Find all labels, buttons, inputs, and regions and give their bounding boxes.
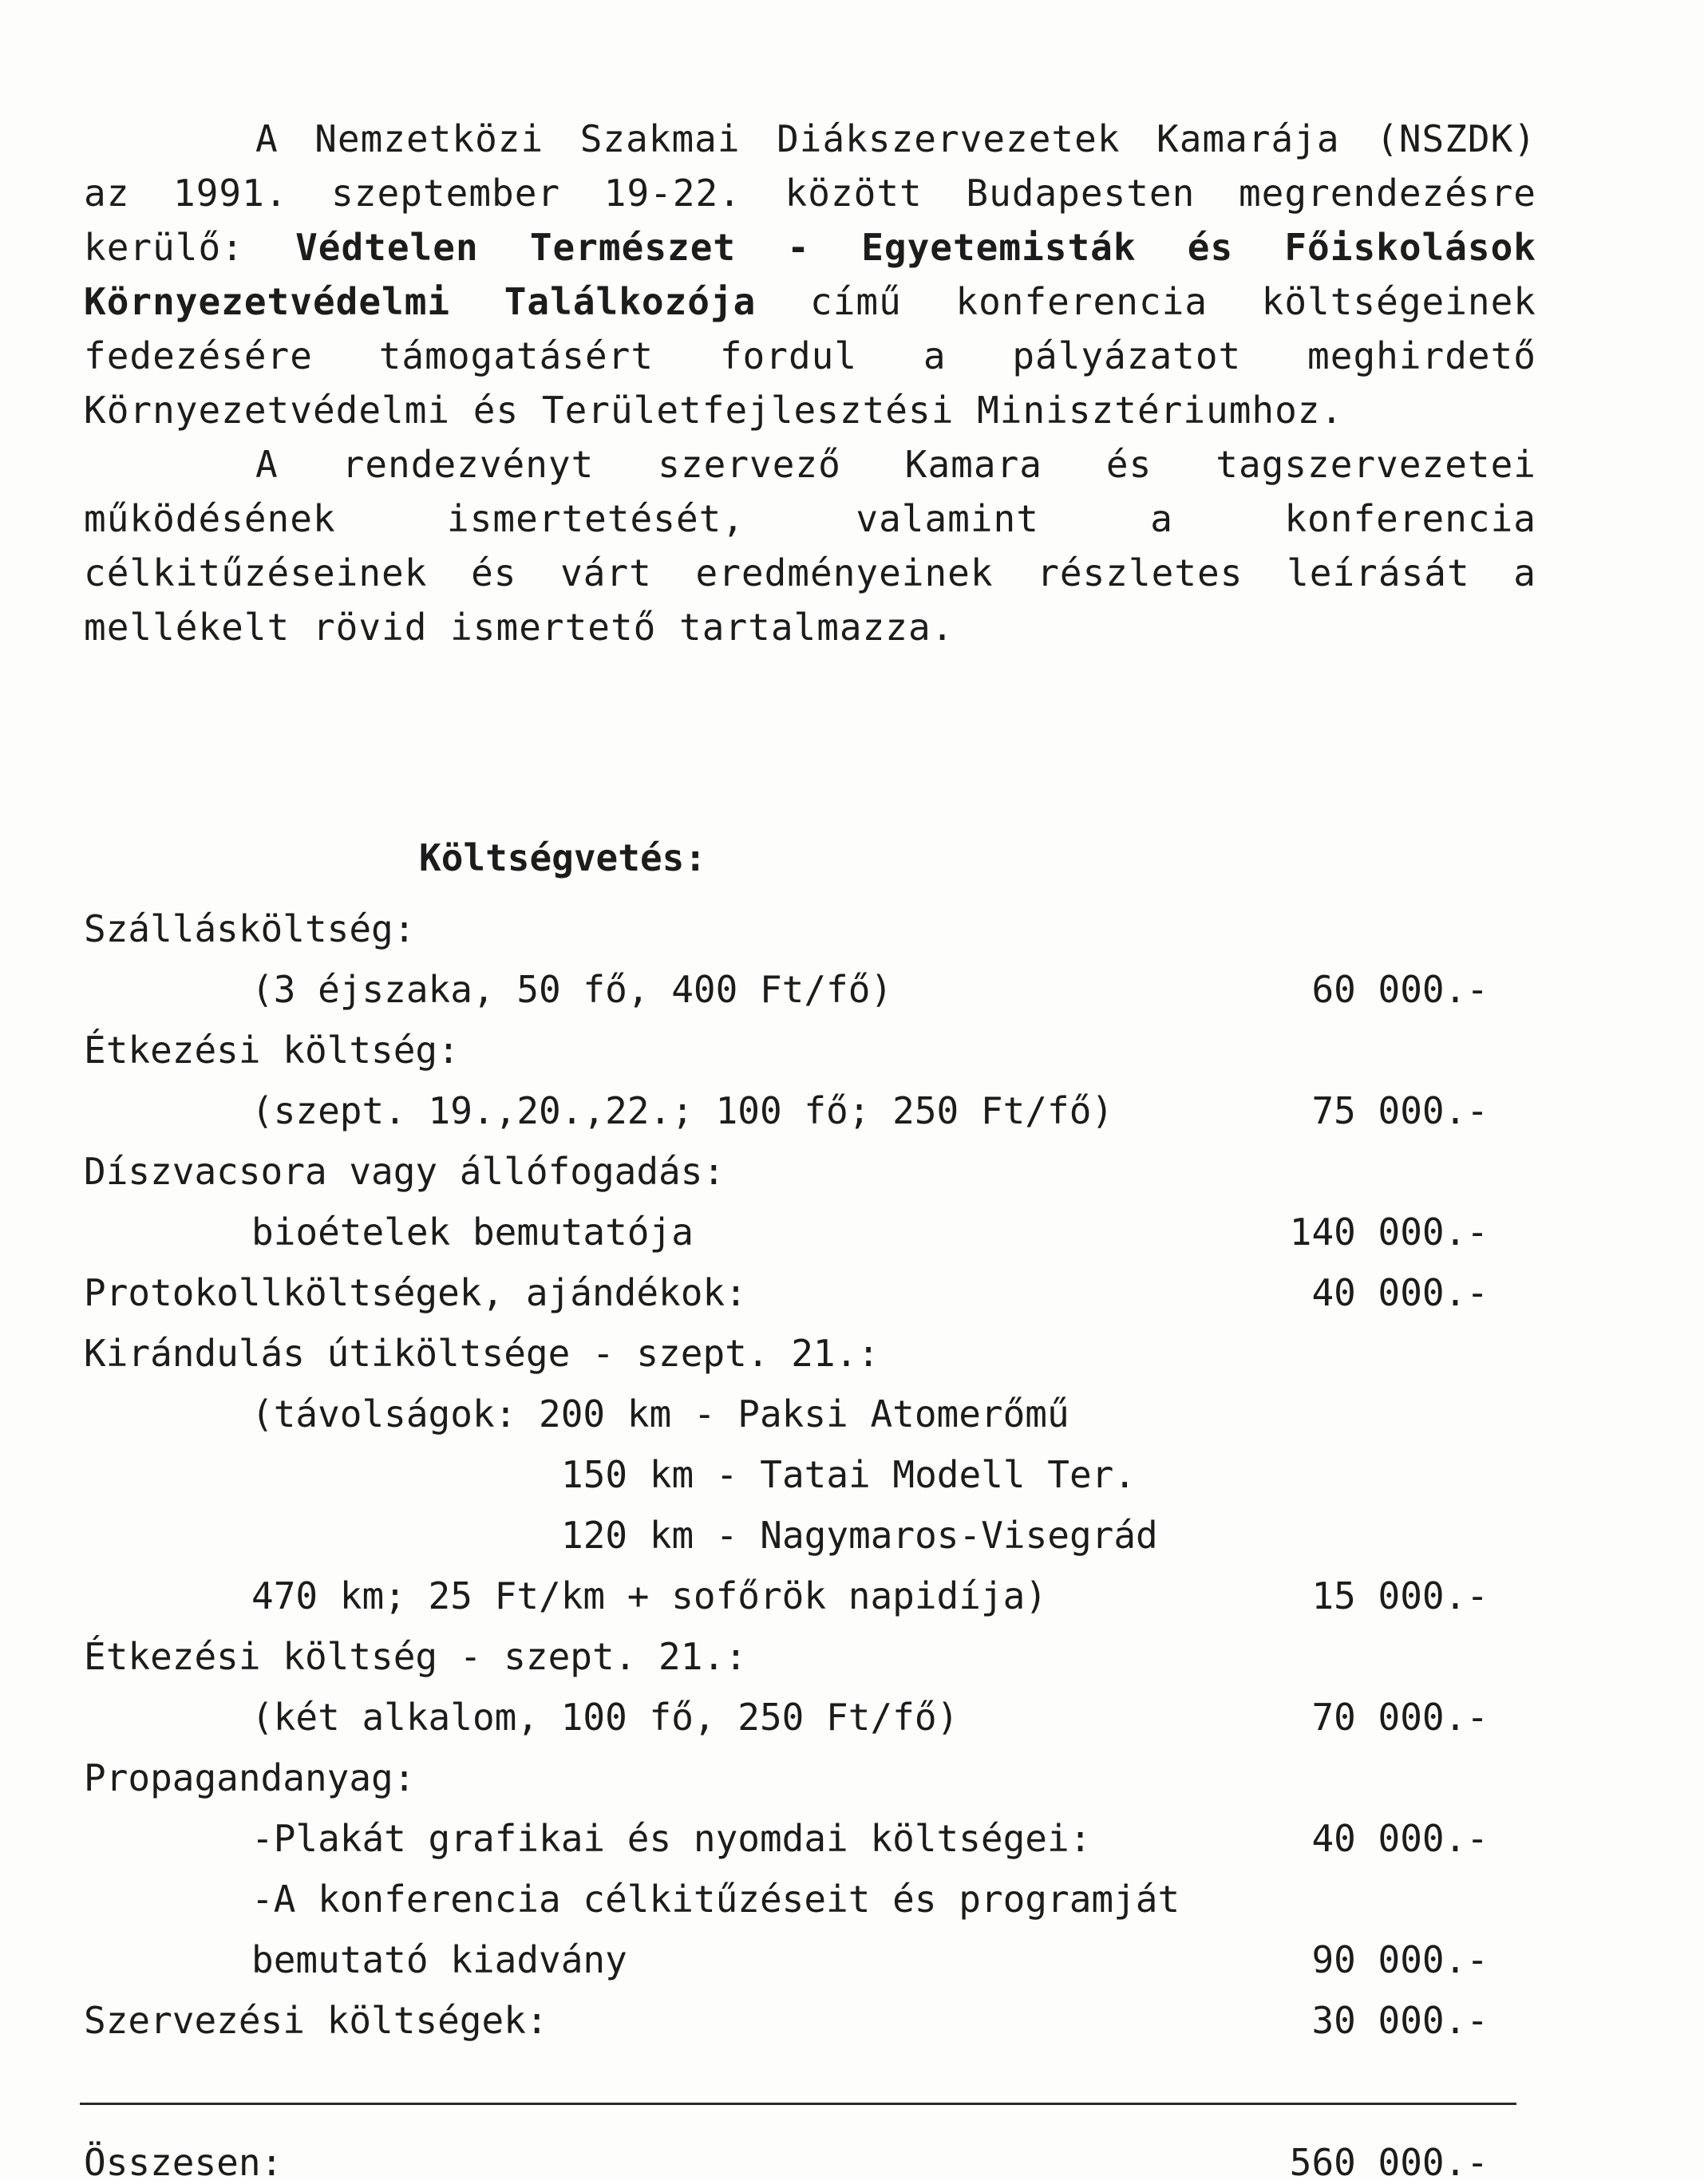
budget-item-amount: 90 000.- bbox=[1311, 1938, 1489, 1981]
budget-row bbox=[84, 898, 1489, 959]
intro-paragraph-2: A rendezvényt szervező Kamara és tagszervezetei működésének ismertetését, valamint a konferencia célkitűzéseinek és várt eredményeinek részletes leírását a mellékelt rövid ismertető tartalmazza. bbox=[84, 443, 1536, 649]
total-amount: 560 000.- bbox=[1289, 2141, 1489, 2184]
budget-item-label: bemutató kiadvány bbox=[251, 1938, 627, 1981]
budget-row bbox=[84, 1141, 1489, 1202]
budget-row bbox=[84, 1323, 1489, 1384]
intro-p1-text-end: című konferencia költségeinek fedezésére támogatásért fordul a pályázatot meghirdető Környezetvédelmi és Területfejlesztési Minisztériumhoz. bbox=[84, 280, 1536, 432]
budget-item-label: Étkezési költség - szept. 21.: bbox=[84, 1635, 747, 1678]
budget-row bbox=[84, 1869, 1489, 1929]
budget-row bbox=[84, 1808, 1489, 1869]
budget-item-label: 120 km - Nagymaros-Visegrád bbox=[561, 1514, 1158, 1557]
budget-row bbox=[84, 959, 1489, 1020]
intro-text bbox=[84, 112, 1536, 654]
budget-title: Költségvetés: bbox=[419, 836, 707, 879]
budget-row bbox=[84, 1748, 1489, 1808]
budget-item-label: (szept. 19.,20.,22.; 100 fő; 250 Ft/fő) bbox=[251, 1089, 1114, 1132]
budget-item-amount: 40 000.- bbox=[1311, 1271, 1489, 1314]
budget-item-label: (két alkalom, 100 fő, 250 Ft/fő) bbox=[251, 1696, 959, 1739]
budget-row bbox=[84, 1990, 1489, 2051]
budget-item-label: -Plakát grafikai és nyomdai költségei: bbox=[251, 1817, 1092, 1860]
budget-item-amount: 60 000.- bbox=[1311, 968, 1489, 1011]
budget-item-label: Szervezési költségek: bbox=[84, 1999, 548, 2042]
budget-item-amount: 15 000.- bbox=[1311, 1574, 1489, 1617]
budget-item-label: Kirándulás útiköltsége - szept. 21.: bbox=[84, 1332, 880, 1375]
budget-table bbox=[84, 898, 1489, 2051]
budget-item-label: Protokollköltségek, ajándékok: bbox=[84, 1271, 747, 1314]
budget-row bbox=[84, 1384, 1489, 1444]
total-label: Összesen: bbox=[84, 2141, 283, 2184]
conference-title: Védtelen Természet - Egyetemisták és Főiskolások Környezetvédelmi Találkozója bbox=[84, 226, 1536, 323]
budget-item-label: -A konferencia célkitűzéseit és programját bbox=[251, 1878, 1180, 1921]
budget-item-amount: 40 000.- bbox=[1311, 1817, 1489, 1860]
budget-item-label: bioételek bemutatója bbox=[251, 1210, 694, 1254]
budget-item-amount: 70 000.- bbox=[1311, 1696, 1489, 1739]
budget-item-label: Szállásköltség: bbox=[84, 907, 416, 950]
budget-row bbox=[84, 1566, 1489, 1626]
budget-item-label: Propagandanyag: bbox=[84, 1756, 416, 1799]
budget-item-amount: 140 000.- bbox=[1289, 1210, 1489, 1254]
budget-row bbox=[84, 1444, 1489, 1505]
budget-item-label: Étkezési költség: bbox=[84, 1029, 460, 1072]
budget-item-label: 470 km; 25 Ft/km + sofőrök napidíja) bbox=[251, 1574, 1047, 1617]
budget-item-label: (távolságok: 200 km - Paksi Atomerőmű bbox=[251, 1392, 1069, 1436]
budget-row bbox=[84, 1505, 1489, 1566]
budget-item-label: (3 éjszaka, 50 fő, 400 Ft/fő) bbox=[251, 968, 893, 1011]
budget-row bbox=[84, 1929, 1489, 1990]
budget-row bbox=[84, 1080, 1489, 1141]
budget-item-label: 150 km - Tatai Modell Ter. bbox=[561, 1453, 1137, 1496]
intro-p1-text-start: A Nemzetközi Szakmai Diákszervezetek Kamarája (NSZDK) az 1991. szeptember 19-22. között Budapesten megrendezésre kerülő: bbox=[84, 117, 1536, 269]
budget-item-amount: 75 000.- bbox=[1311, 1089, 1489, 1132]
budget-item-amount: 30 000.- bbox=[1311, 1999, 1489, 2042]
budget-row bbox=[84, 1626, 1489, 1687]
budget-item-label: Díszvacsora vagy állófogadás: bbox=[84, 1150, 725, 1193]
budget-row bbox=[84, 1262, 1489, 1323]
budget-row bbox=[84, 1020, 1489, 1080]
total-divider bbox=[80, 2103, 1516, 2105]
budget-total-row bbox=[84, 2141, 1489, 2184]
budget-row bbox=[84, 1202, 1489, 1262]
budget-row bbox=[84, 1687, 1489, 1748]
intro-paragraph-1 bbox=[84, 112, 1536, 437]
